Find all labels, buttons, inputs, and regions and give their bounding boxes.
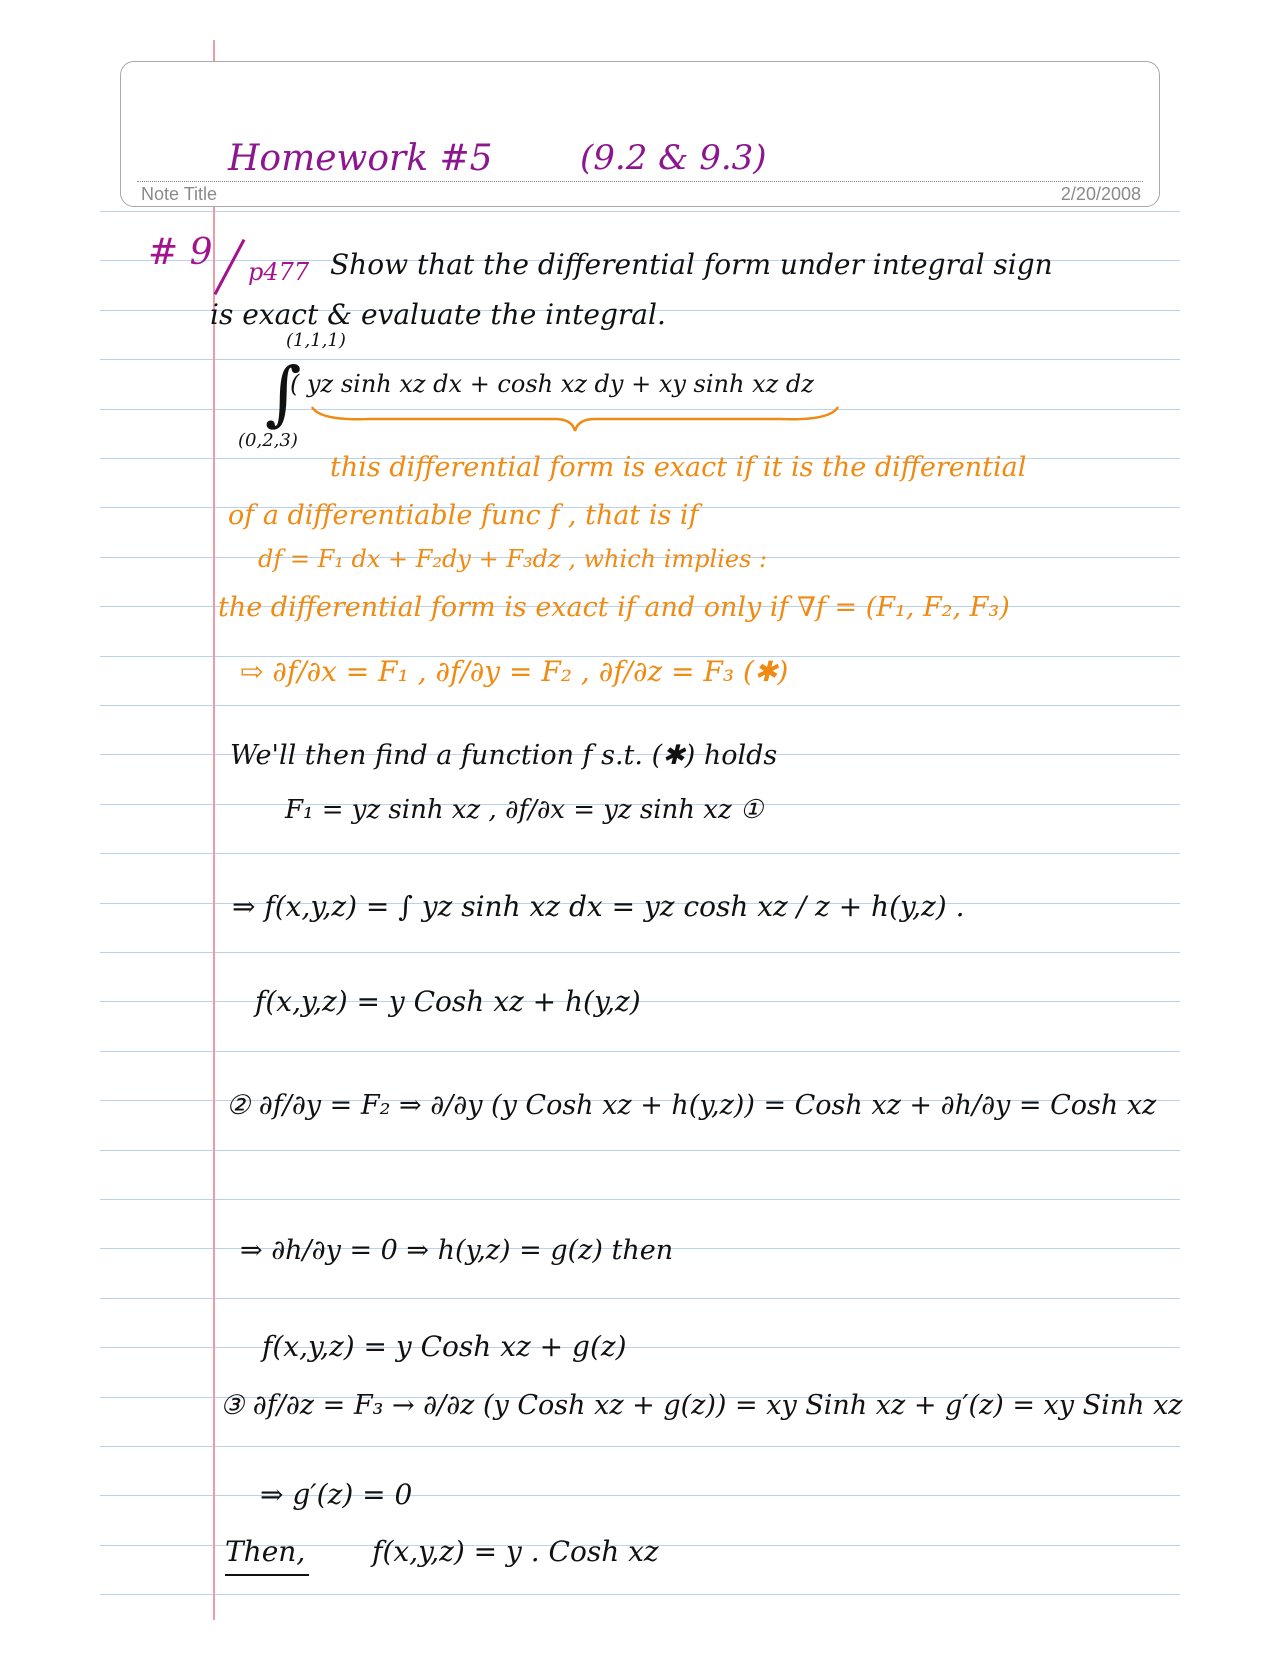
solution-line6: We'll then find a function f s.t. (✱) holds — [230, 740, 778, 771]
underbrace-icon — [310, 405, 840, 433]
explanation-line5: ⇨ ∂f/∂x = F₁ , ∂f/∂y = F₂ , ∂f/∂z = F₃ (✱) — [240, 655, 789, 688]
solution-line9: f(x,y,z) = y Cosh xz + h(y,z) — [255, 985, 641, 1018]
margin-line — [213, 40, 215, 1620]
then-underline — [225, 1574, 309, 1576]
ruled-line — [100, 1594, 1180, 1595]
problem-page: p477 — [248, 258, 310, 286]
problem-statement-line2: is exact & evaluate the integral. — [210, 298, 666, 331]
ruled-line — [100, 1150, 1180, 1151]
solution-line7: F₁ = yz sinh xz , ∂f/∂x = yz sinh xz ① — [285, 795, 764, 825]
solution-line13: ③ ∂f/∂z = F₃ → ∂/∂z (y Cosh xz + g(z)) = xy Sinh xz + g′(z) = xy Sinh xz — [220, 1390, 1183, 1421]
ruled-line — [100, 952, 1180, 953]
ruled-line — [100, 1298, 1180, 1299]
solution-line14: ⇒ g′(z) = 0 — [260, 1478, 413, 1511]
integral-upper-limit: (1,1,1) — [286, 330, 346, 351]
integral-sign-icon: ∫ — [265, 352, 302, 434]
problem-statement-line1: Show that the differential form under integral sign — [330, 248, 1053, 281]
then-label: Then, — [225, 1535, 306, 1568]
homework-sections: (9.2 & 9.3) — [580, 138, 767, 178]
explanation-line1: this differential form is exact if it is the differential — [330, 452, 1027, 483]
ruled-line — [100, 853, 1180, 854]
problem-number: # 9 — [148, 232, 213, 273]
ruled-line — [100, 211, 1180, 212]
homework-title: Homework #5 — [228, 138, 493, 179]
note-title-label: Note Title — [141, 184, 218, 204]
solution-line12: f(x,y,z) = y Cosh xz + g(z) — [262, 1330, 627, 1363]
ruled-line — [100, 705, 1180, 706]
final-result: f(x,y,z) = y . Cosh xz — [372, 1535, 659, 1568]
note-date: 2/20/2008 — [1060, 184, 1141, 204]
integrand: ( yz sinh xz dx + cosh xz dy + xy sinh xz dz — [290, 370, 814, 398]
ruled-line — [100, 1051, 1180, 1052]
explanation-line2: of a differentiable func f , that is if — [228, 500, 699, 531]
ruled-line — [100, 359, 1180, 360]
ruled-line — [100, 1199, 1180, 1200]
ruled-line — [100, 1446, 1180, 1447]
note-title-box — [120, 61, 1160, 207]
solution-line11: ⇒ ∂h/∂y = 0 ⇒ h(y,z) = g(z) then — [240, 1235, 674, 1266]
title-divider — [137, 181, 1143, 182]
integral-lower-limit: (0,2,3) — [238, 430, 298, 451]
explanation-line4: the differential form is exact if and only if ∇f = (F₁, F₂, F₃) — [218, 592, 1010, 623]
explanation-line3: df = F₁ dx + F₂dy + F₃dz , which implies : — [258, 545, 768, 573]
solution-line8: ⇒ f(x,y,z) = ∫ yz sinh xz dx = yz cosh xz / z + h(y,z) . — [232, 890, 965, 923]
solution-line10: ② ∂f/∂y = F₂ ⇒ ∂/∂y (y Cosh xz + h(y,z)) = Cosh xz + ∂h/∂y = Cosh xz — [226, 1090, 1157, 1121]
solution-final — [225, 1535, 659, 1568]
